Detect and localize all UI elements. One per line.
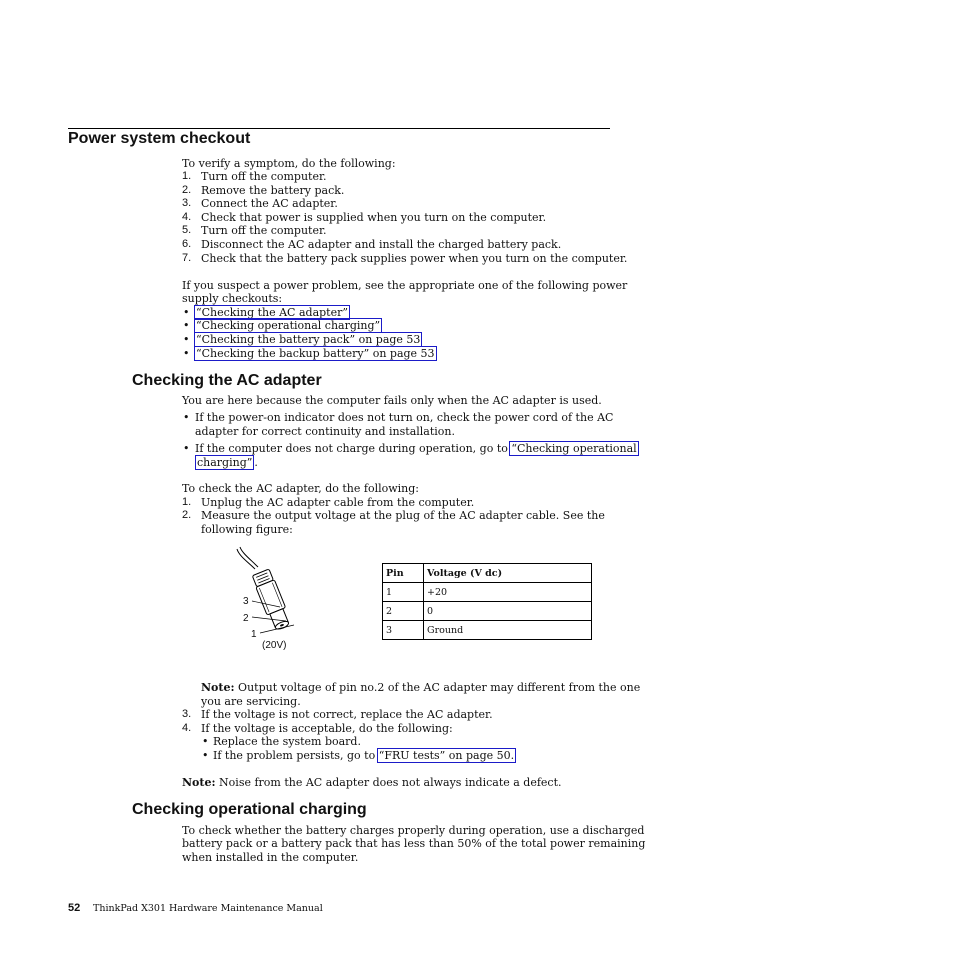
bullet: • (183, 319, 190, 332)
bullet: • (183, 306, 190, 319)
ac-step3: If the voltage is not correct, replace the AC adapter. (201, 708, 493, 721)
table-cell: 3 (383, 621, 424, 640)
step-text: Disconnect the AC adapter and install the charged battery pack. (201, 238, 562, 251)
link-fru-tests[interactable]: “FRU tests” on page 50. (378, 749, 515, 762)
operational-charging-heading: Checking operational charging (132, 801, 367, 818)
ac-bullet2-line1 (195, 442, 639, 456)
note1-line1 (201, 681, 640, 695)
suspect-text-line2: supply checkouts: (182, 292, 283, 305)
step-number: 1. (182, 170, 192, 182)
table-header-cell: Voltage (V dc) (424, 564, 592, 583)
link-operational-charging-cont[interactable]: charging” (197, 456, 253, 469)
pin-label-2: 2 (243, 613, 249, 624)
ac-sub2 (213, 749, 516, 763)
section-title: Power system checkout (68, 130, 251, 147)
ac-plug-figure (230, 545, 320, 645)
link-checking-operational-charging[interactable] (196, 319, 382, 333)
ac-adapter-heading: Checking the AC adapter (132, 372, 322, 389)
link-text[interactable]: “Checking the battery pack” on page 53 (196, 333, 421, 346)
pin-label-1: 1 (251, 629, 257, 640)
note2-text: Noise from the AC adapter does not always indicate a defect. (219, 776, 562, 789)
step-number: 7. (182, 252, 192, 264)
link-operational-charging[interactable]: “Checking operational (511, 442, 637, 455)
op-line3: when installed in the computer. (182, 851, 359, 864)
table-row (383, 583, 592, 602)
section-rule (68, 128, 610, 129)
step-number: 1. (182, 496, 192, 508)
ac-bullet1-line1: If the power-on indicator does not turn on, check the power cord of the AC (195, 411, 614, 424)
step-number: 6. (182, 238, 192, 250)
link-text[interactable]: “Checking operational charging” (196, 319, 381, 332)
note1-line2: you are servicing. (201, 695, 301, 708)
ac-bullet2-text: If the computer does not charge during operation, go to (195, 442, 512, 455)
table-header-row (383, 564, 592, 583)
bullet: • (183, 347, 190, 360)
table-cell: 0 (424, 602, 592, 621)
step-number: 3. (182, 197, 192, 209)
step-text: Check that the battery pack supplies power when you turn on the computer. (201, 252, 628, 265)
footer-title: ThinkPad X301 Hardware Maintenance Manual (93, 903, 323, 914)
table-row (383, 621, 592, 640)
ac-check-intro: To check the AC adapter, do the following: (182, 482, 420, 495)
ac-bullet2-line2 (195, 456, 258, 470)
step-text: Connect the AC adapter. (201, 197, 338, 210)
ac-step4: If the voltage is acceptable, do the following: (201, 722, 453, 735)
step-number: 2. (182, 509, 192, 521)
pin-voltage-table (382, 563, 592, 640)
table-cell: 2 (383, 602, 424, 621)
ac-bullet1-line2: adapter for correct continuity and installation. (195, 425, 455, 438)
intro-text: To verify a symptom, do the following: (182, 157, 396, 170)
bullet: • (202, 735, 209, 748)
link-checking-battery-pack[interactable] (196, 333, 422, 347)
ac-step2-line2: following figure: (201, 523, 293, 536)
op-line2: battery pack or a battery pack that has less than 50% of the total power remaining (182, 837, 646, 850)
link-text[interactable]: “Checking the backup battery” on page 53 (196, 347, 435, 360)
step-number: 4. (182, 211, 192, 223)
page-number: 52 (68, 902, 81, 914)
table-row (383, 602, 592, 621)
ac-intro: You are here because the computer fails only when the AC adapter is used. (182, 394, 602, 407)
step-text: Remove the battery pack. (201, 184, 345, 197)
note-label: Note: (201, 681, 235, 694)
voltage-label: (20V) (262, 640, 287, 651)
step-text: Turn off the computer. (201, 170, 327, 183)
pin-label-3: 3 (243, 596, 249, 607)
bullet: • (202, 749, 209, 762)
ac-bullet2-end: . (254, 456, 258, 469)
link-checking-backup-battery[interactable] (196, 347, 437, 361)
step-number: 4. (182, 722, 192, 734)
bullet: • (183, 333, 190, 346)
step-number: 3. (182, 708, 192, 720)
ac-step2-line1: Measure the output voltage at the plug of the AC adapter cable. See the (201, 509, 605, 522)
note1-text: Output voltage of pin no.2 of the AC adapter may different from the one (238, 681, 641, 694)
ac-sub1: Replace the system board. (213, 735, 361, 748)
ac-step1: Unplug the AC adapter cable from the computer. (201, 496, 475, 509)
link-text[interactable]: “Checking the AC adapter” (196, 306, 348, 319)
step-number: 2. (182, 184, 192, 196)
note2 (182, 776, 562, 790)
step-number: 5. (182, 224, 192, 236)
table-cell: Ground (424, 621, 592, 640)
table-header-cell: Pin (383, 564, 424, 583)
note-label: Note: (182, 776, 216, 789)
ac-sub2-text: If the problem persists, go to (213, 749, 379, 762)
op-line1: To check whether the battery charges properly during operation, use a discharged (182, 824, 645, 837)
bullet: • (183, 411, 190, 424)
bullet: • (183, 442, 190, 455)
step-text: Check that power is supplied when you turn on the computer. (201, 211, 547, 224)
suspect-text-line1: If you suspect a power problem, see the appropriate one of the following power (182, 279, 628, 292)
table-cell: 1 (383, 583, 424, 602)
step-text: Turn off the computer. (201, 224, 327, 237)
table-cell: +20 (424, 583, 592, 602)
